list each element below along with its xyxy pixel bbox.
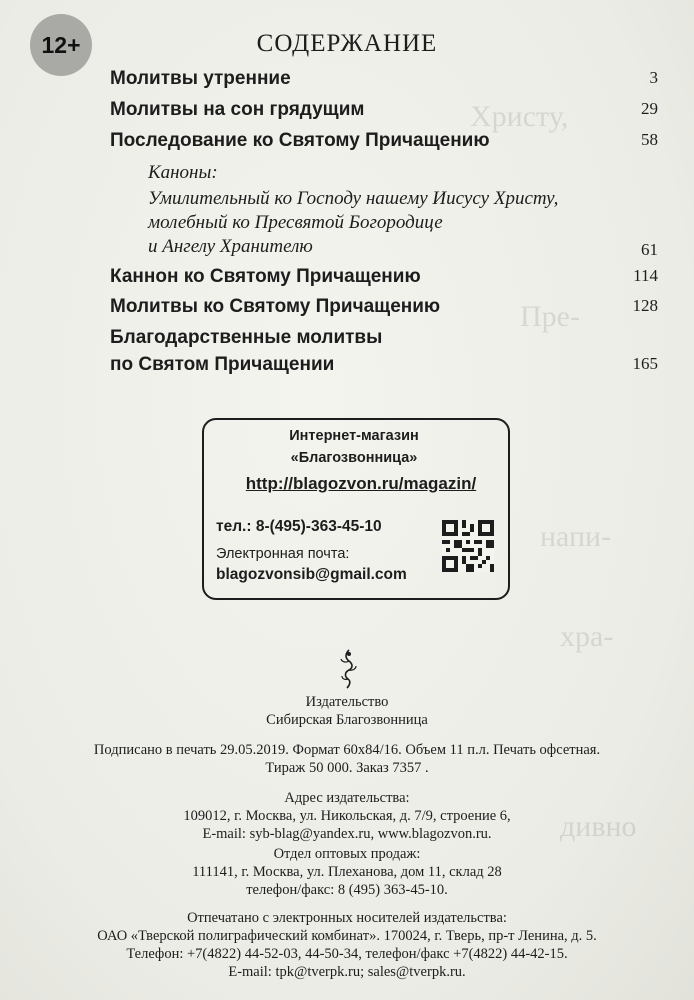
- address-line: E-mail: syb-blag@yandex.ru, www.blagozvon.ru.: [202, 826, 492, 842]
- age-rating-text: 12+: [41, 31, 81, 58]
- printer-line: E-mail: tpk@tverpk.ru; sales@tverpk.ru.: [228, 964, 466, 980]
- toc-entry[interactable]: [110, 68, 658, 90]
- shop-phone: тел.: 8-(495)-363-45-10: [216, 518, 382, 535]
- wholesale-line: телефон/факс: 8 (495) 363-45-10.: [246, 882, 448, 898]
- toc-entry[interactable]: [110, 266, 658, 288]
- printer-line: Отпечатано с электронных носителей издательства:: [187, 910, 507, 926]
- publisher-line: Издательство: [305, 694, 389, 710]
- wholesale-line: 111141, г. Москва, ул. Плеханова, дом 11, склад 28: [192, 864, 502, 880]
- print-info-line: Подписано в печать 29.05.2019. Формат 60x84/16. Объем 11 п.л. Печать офсетная.: [93, 742, 601, 758]
- toc-entry[interactable]: [110, 130, 658, 152]
- toc-entry[interactable]: [110, 99, 658, 121]
- show-through-text: хра-: [560, 620, 614, 653]
- address-heading: Адрес издательства:: [284, 790, 410, 806]
- show-through-text: дивно: [560, 810, 637, 843]
- shop-email[interactable]: blagozvonsib@gmail.com: [216, 566, 407, 583]
- shop-brand: «Благозвонница»: [290, 450, 418, 466]
- toc-entry-page: 128: [632, 296, 658, 315]
- toc-entry-page: 29: [641, 99, 658, 118]
- toc-entry-page: 165: [632, 354, 658, 373]
- toc-entry-page: 3: [649, 68, 658, 87]
- toc-entry-label: по Святом Причащении: [110, 354, 335, 375]
- canons-line: и Ангелу Хранителю: [148, 236, 313, 257]
- canons-line: молебный ко Пресвятой Богородице: [148, 212, 443, 233]
- toc-entry-page: 114: [633, 266, 658, 285]
- publisher-logo-icon: [336, 648, 362, 690]
- canons-heading: Каноны:: [148, 162, 218, 183]
- canons-page: 61: [641, 240, 658, 259]
- toc-entry-label-line1[interactable]: [110, 327, 658, 349]
- toc-entry-label: Благодарственные молитвы: [110, 327, 383, 348]
- shop-url-link[interactable]: http://blagozvon.ru/magazin/: [245, 474, 477, 493]
- printer-line: ОАО «Тверской полиграфический комбинат». 170024, г. Тверь, пр-т Ленина, д. 5.: [97, 928, 597, 944]
- show-through-text: Пре-: [520, 300, 580, 333]
- print-info-line: Тираж 50 000. Заказ 7357 .: [265, 760, 429, 776]
- publisher-name: Сибирская Благозвонница: [266, 712, 428, 728]
- shop-name: Интернет-магазин: [289, 428, 419, 444]
- show-through-text: напи-: [540, 520, 612, 553]
- toc-entry-page: 58: [641, 130, 658, 149]
- toc-entry-label: Молитвы на сон грядущим: [110, 99, 365, 120]
- toc-entry-label: Последование ко Святому Причащению: [110, 130, 490, 151]
- show-through-text: Христу,: [470, 100, 569, 133]
- printer-line: Телефон: +7(4822) 44-52-03, 44-50-34, телефон/факс +7(4822) 44-42-15.: [126, 946, 568, 962]
- toc-entry[interactable]: [110, 354, 658, 376]
- qr-code-icon[interactable]: [442, 520, 494, 572]
- toc-entry-label: Молитвы ко Святому Причащению: [110, 296, 441, 317]
- wholesale-heading: Отдел оптовых продаж:: [273, 846, 421, 862]
- shop-email-label: Электронная почта:: [216, 546, 350, 562]
- canons-line: Умилительный ко Господу нашему Иисусу Христу,: [148, 188, 559, 209]
- toc-entry[interactable]: [110, 296, 658, 318]
- address-line: 109012, г. Москва, ул. Никольская, д. 7/9, строение 6,: [183, 808, 511, 824]
- page-title: СОДЕРЖАНИЕ: [256, 30, 438, 57]
- toc-entry-label: Молитвы утренние: [110, 68, 291, 89]
- toc-entry-label: Каннон ко Святому Причащению: [110, 266, 421, 287]
